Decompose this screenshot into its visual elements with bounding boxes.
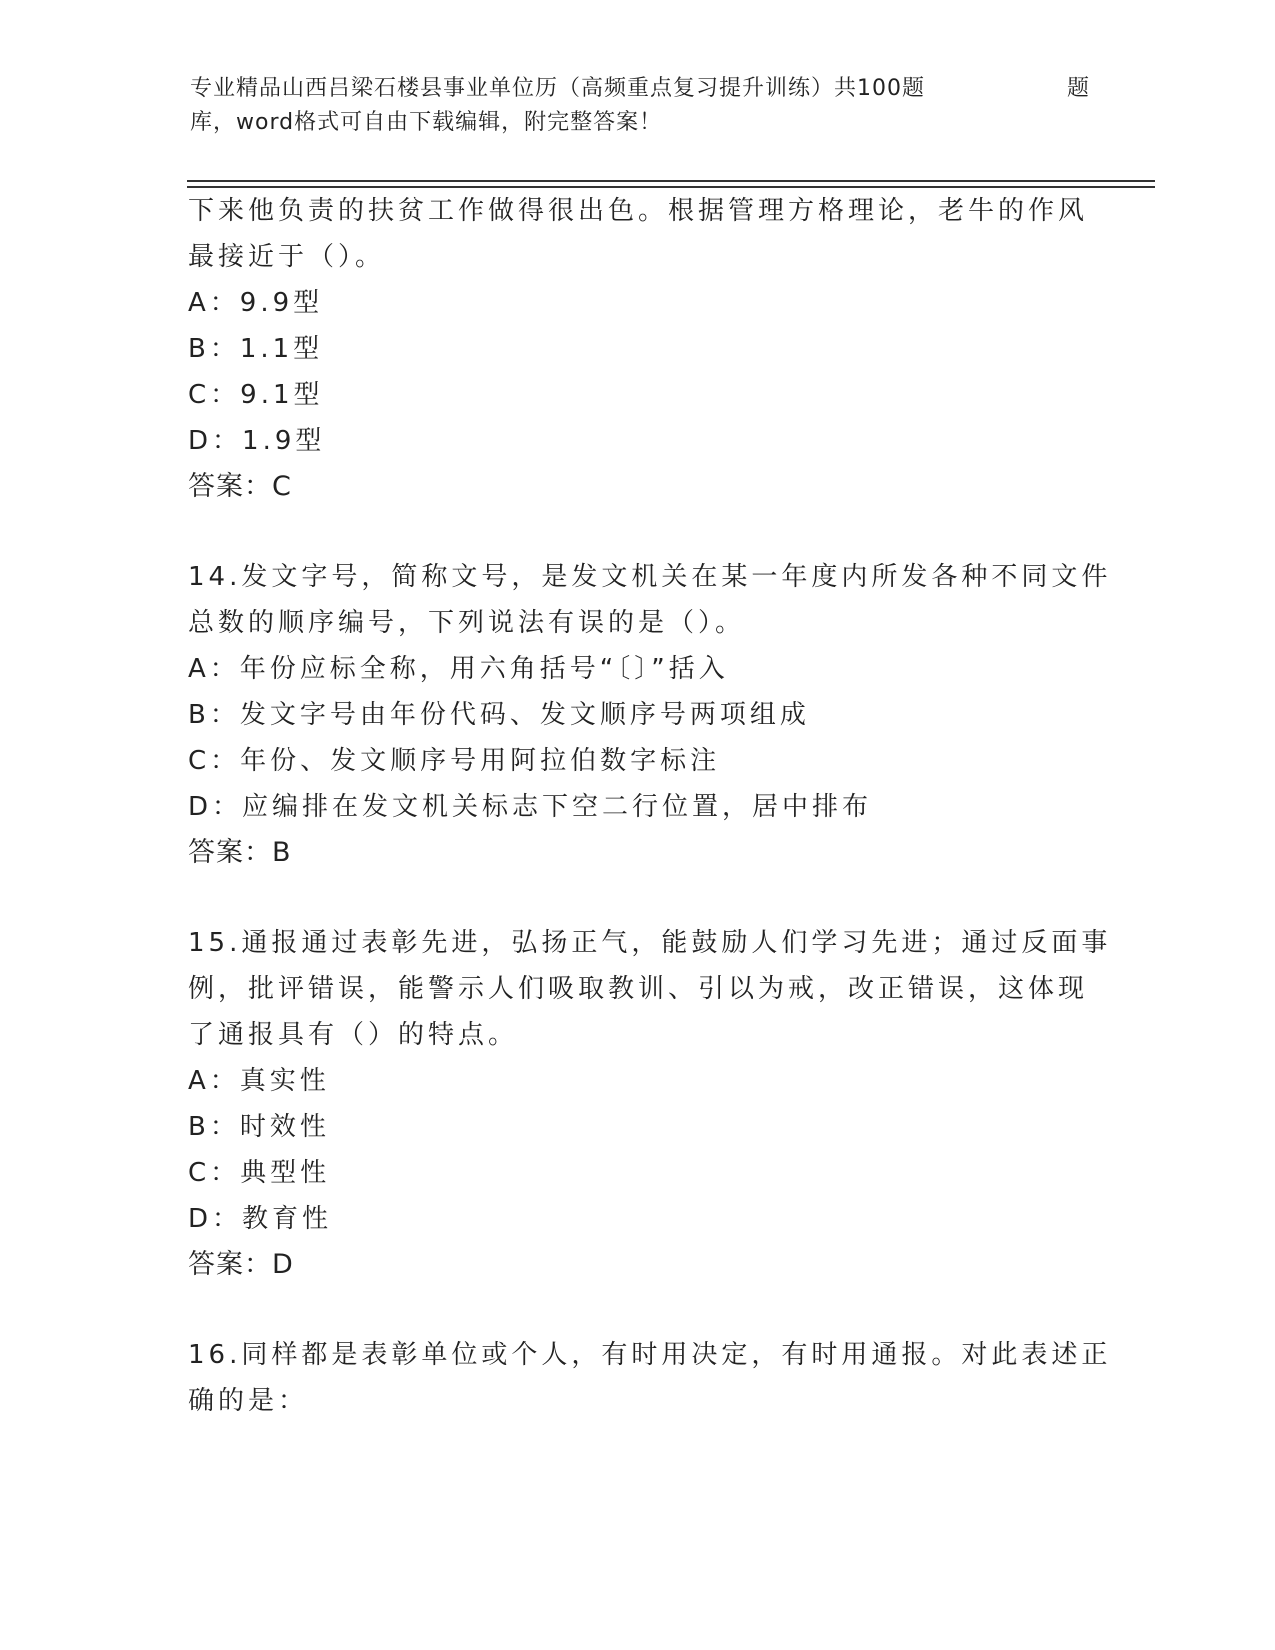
option-a: A：年份应标全称，用六角括号“〔〕”括入 (188, 654, 729, 684)
option-c: C：年份、发文顺序号用阿拉伯数字标注 (188, 746, 721, 776)
option-c: C：典型性 (188, 1158, 331, 1188)
option-b: B：发文字号由年份代码、发文顺序号两项组成 (188, 700, 810, 730)
header-line-1 (190, 72, 1090, 106)
question-14 (188, 554, 1112, 876)
answer-line: 答案：D (188, 1249, 294, 1280)
question-text-line: 例，批评错误，能警示人们吸取教训、引以为戒，改正错误，这体现 (188, 974, 1089, 1004)
option-c: C：9.1型 (188, 380, 324, 410)
question-text-line: 15.通报通过表彰先进，弘扬正气，能鼓励人们学习先进；通过反面事 (188, 928, 1112, 958)
answer-line: 答案：C (188, 471, 292, 502)
document-body (188, 188, 1112, 1424)
option-d: D：应编排在发文机关标志下空二行位置，居中排布 (188, 792, 873, 822)
question-text-line: 最接近于（）。 (188, 242, 386, 272)
question-text-line: 16.同样都是表彰单位或个人，有时用决定，有时用通报。对此表述正 (188, 1340, 1112, 1370)
question-text-line: 14.发文字号，简称文号，是发文机关在某一年度内所发各种不同文件 (188, 562, 1112, 592)
page-header (190, 72, 1090, 140)
question-spacer (188, 510, 1088, 554)
header-title-line-1-right: 题 (1066, 76, 1090, 101)
question-16 (188, 1332, 1112, 1424)
option-d: D：1.9型 (188, 426, 326, 456)
header-divider-top (187, 180, 1155, 182)
header-title-line-1: 专业精品山西吕梁石楼县事业单位历（高频重点复习提升训练）共100题 (190, 76, 925, 101)
option-d: D：教育性 (188, 1204, 333, 1234)
question-spacer (188, 876, 1088, 920)
header-title-line-2: 库，word格式可自由下载编辑，附完整答案！ (190, 110, 663, 135)
option-b: B：时效性 (188, 1112, 330, 1142)
question-text-line: 确的是： (188, 1386, 309, 1416)
question-text-line: 下来他负责的扶贫工作做得很出色。根据管理方格理论，老牛的作风 (188, 196, 1089, 226)
option-a: A：真实性 (188, 1066, 330, 1096)
option-a: A：9.9型 (188, 288, 324, 318)
question-13 (188, 188, 1088, 510)
question-text-line: 了通报具有（）的特点。 (188, 1020, 519, 1050)
question-text-line: 总数的顺序编号，下列说法有误的是（）。 (188, 608, 746, 638)
answer-line: 答案：B (188, 837, 292, 868)
option-b: B：1.1型 (188, 334, 324, 364)
question-spacer (188, 1288, 1088, 1332)
question-15 (188, 920, 1112, 1288)
